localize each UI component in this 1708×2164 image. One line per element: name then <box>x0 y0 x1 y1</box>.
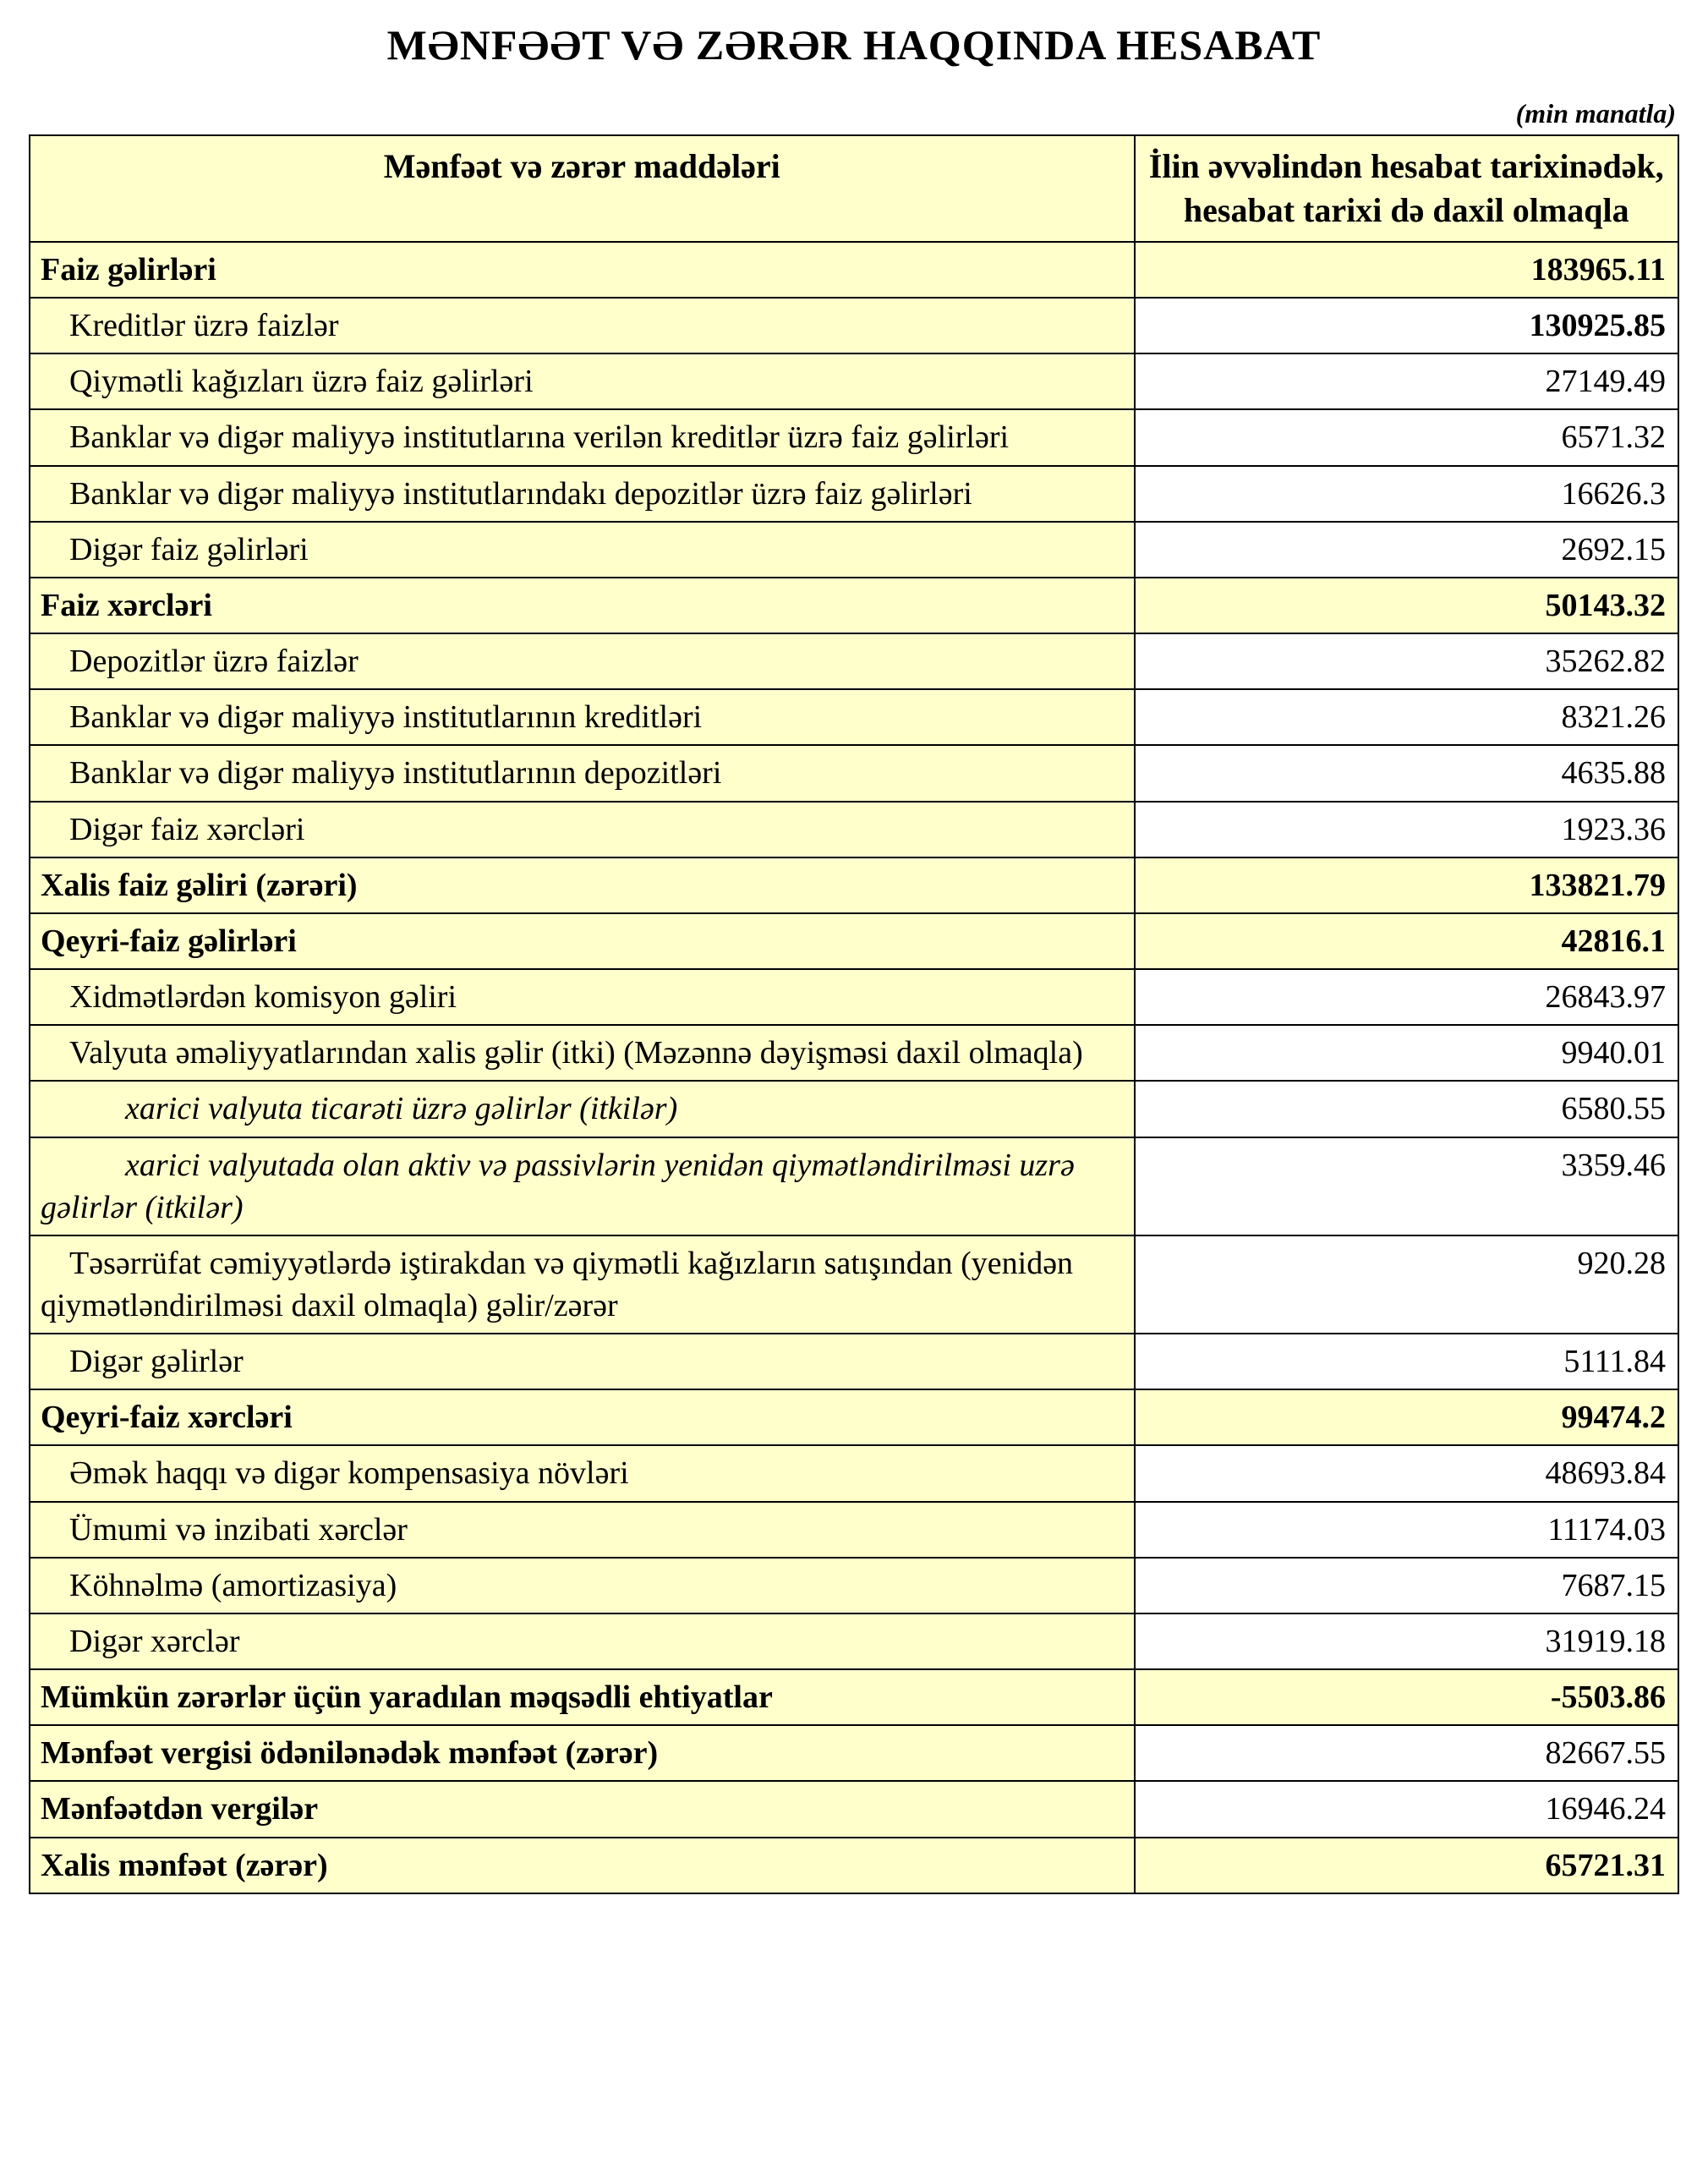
row-label: Digər faiz gəlirləri <box>30 522 1135 578</box>
profit-loss-table <box>29 134 1679 1894</box>
table-row <box>30 578 1678 633</box>
row-label: Qeyri-faiz xərcləri <box>30 1389 1135 1445</box>
table-row <box>30 1389 1678 1445</box>
row-value: 133821.79 <box>1135 857 1679 913</box>
unit-note: (min manatla) <box>1515 98 1676 129</box>
table-row <box>30 1558 1678 1613</box>
page-title: MƏNFƏƏT VƏ ZƏRƏR HAQQINDA HESABAT <box>386 21 1322 68</box>
row-label: Digər xərclər <box>30 1613 1135 1669</box>
row-value: 3359.46 <box>1135 1137 1679 1235</box>
row-label: Qiymətli kağızları üzrə faiz gəlirləri <box>30 353 1135 409</box>
row-value: 50143.32 <box>1135 578 1679 633</box>
row-value: 82667.55 <box>1135 1725 1679 1781</box>
table-row <box>30 1613 1678 1669</box>
row-label: Ümumi və inzibati xərclər <box>30 1502 1135 1558</box>
table-row <box>30 913 1678 969</box>
table-row <box>30 745 1678 801</box>
row-value: 65721.31 <box>1135 1838 1679 1893</box>
table-row <box>30 1725 1678 1781</box>
row-value: 42816.1 <box>1135 913 1679 969</box>
row-value: 8321.26 <box>1135 689 1679 745</box>
table-row <box>30 1081 1678 1137</box>
table-row <box>30 522 1678 578</box>
table-row <box>30 1025 1678 1081</box>
row-value: 27149.49 <box>1135 353 1679 409</box>
row-value: 5111.84 <box>1135 1334 1679 1389</box>
table-row <box>30 633 1678 689</box>
row-value: -5503.86 <box>1135 1669 1679 1725</box>
row-value: 48693.84 <box>1135 1445 1679 1501</box>
table-row <box>30 1334 1678 1389</box>
row-label: xarici valyutada olan aktiv və passivlərin yenidən qiymətləndirilməsi uzrə gəlirlər (itkilər) <box>30 1137 1135 1235</box>
row-label: Əmək haqqı və digər kompensasiya növləri <box>30 1445 1135 1501</box>
row-label: Xalis faiz gəliri (zərəri) <box>30 857 1135 913</box>
row-label: Banklar və digər maliyyə institutlarının depozitləri <box>30 745 1135 801</box>
row-value: 16626.3 <box>1135 466 1679 522</box>
table-row <box>30 242 1678 298</box>
row-label: Kreditlər üzrə faizlər <box>30 298 1135 353</box>
row-label: Xidmətlərdən komisyon gəliri <box>30 969 1135 1025</box>
table-row <box>30 353 1678 409</box>
table-row <box>30 689 1678 745</box>
row-label: xarici valyuta ticarəti üzrə gəlirlər (itkilər) <box>30 1081 1135 1137</box>
table-row <box>30 1235 1678 1334</box>
row-value: 4635.88 <box>1135 745 1679 801</box>
row-label: Digər gəlirlər <box>30 1334 1135 1389</box>
table-row <box>30 466 1678 522</box>
row-label: Mənfəətdən vergilər <box>30 1781 1135 1837</box>
row-label: Depozitlər üzrə faizlər <box>30 633 1135 689</box>
row-label: Mümkün zərərlər üçün yaradılan məqsədli ehtiyatlar <box>30 1669 1135 1725</box>
row-label: Qeyri-faiz gəlirləri <box>30 913 1135 969</box>
row-label: Faiz xərcləri <box>30 578 1135 633</box>
row-value: 183965.11 <box>1135 242 1679 298</box>
table-row <box>30 1445 1678 1501</box>
row-label: Banklar və digər maliyyə institutlarına verilən kreditlər üzrə faiz gəlirləri <box>30 409 1135 465</box>
table-row <box>30 1669 1678 1725</box>
row-label: Köhnəlmə (amortizasiya) <box>30 1558 1135 1613</box>
table-row <box>30 802 1678 857</box>
table-row <box>30 1137 1678 1235</box>
row-value: 11174.03 <box>1135 1502 1679 1558</box>
column-header-period: İlin əvvəlindən hesabat tarixinədək, hesabat tarixi də daxil olmaqla <box>1135 135 1679 242</box>
row-value: 16946.24 <box>1135 1781 1679 1837</box>
row-value: 99474.2 <box>1135 1389 1679 1445</box>
row-value: 6571.32 <box>1135 409 1679 465</box>
table-row <box>30 857 1678 913</box>
row-label: Banklar və digər maliyyə institutlarının kreditləri <box>30 689 1135 745</box>
row-label: Banklar və digər maliyyə institutlarındakı depozitlər üzrə faiz gəlirləri <box>30 466 1135 522</box>
row-value: 6580.55 <box>1135 1081 1679 1137</box>
row-label: Valyuta əməliyyatlarından xalis gəlir (itki) (Məzənnə dəyişməsi daxil olmaqla) <box>30 1025 1135 1081</box>
row-value: 2692.15 <box>1135 522 1679 578</box>
table-row <box>30 1781 1678 1837</box>
table-row <box>30 1502 1678 1558</box>
row-value: 9940.01 <box>1135 1025 1679 1081</box>
row-value: 130925.85 <box>1135 298 1679 353</box>
row-value: 920.28 <box>1135 1235 1679 1334</box>
table-row <box>30 298 1678 353</box>
row-label: Mənfəət vergisi ödənilənədək mənfəət (zərər) <box>30 1725 1135 1781</box>
column-header-items: Mənfəət və zərər maddələri <box>30 135 1135 242</box>
table-row <box>30 1838 1678 1893</box>
row-value: 7687.15 <box>1135 1558 1679 1613</box>
row-label: Təsərrüfat cəmiyyətlərdə iştirakdan və qiymətli kağızların satışından (yenidən qiymətləndirilməsi daxil olmaqla) gəlir/zərər <box>30 1235 1135 1334</box>
table-row <box>30 969 1678 1025</box>
header-row <box>30 135 1678 242</box>
row-label: Faiz gəlirləri <box>30 242 1135 298</box>
row-value: 1923.36 <box>1135 802 1679 857</box>
row-label: Xalis mənfəət (zərər) <box>30 1838 1135 1893</box>
table-body <box>30 242 1678 1893</box>
row-value: 31919.18 <box>1135 1613 1679 1669</box>
row-label: Digər faiz xərcləri <box>30 802 1135 857</box>
table-row <box>30 409 1678 465</box>
row-value: 26843.97 <box>1135 969 1679 1025</box>
row-value: 35262.82 <box>1135 633 1679 689</box>
